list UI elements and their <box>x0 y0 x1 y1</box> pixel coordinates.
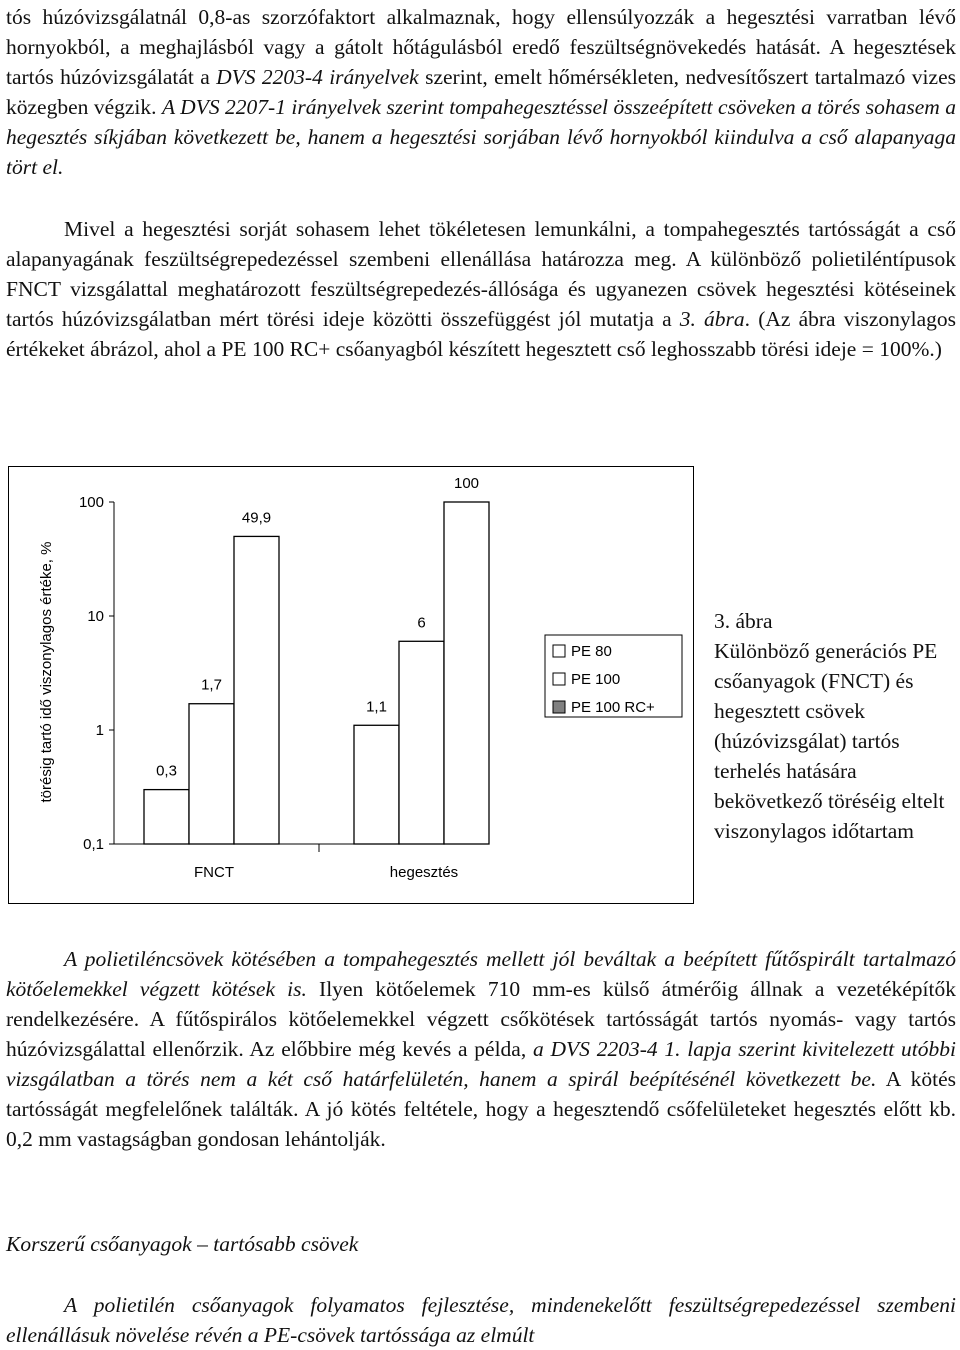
paragraph-1-text-a: tós húzóvizsgálatnál 0,8-as szorzófaktort alkalmaznak, hogy ellensúlyozzák a hegesztési varratban lévő hornyokból, a meghajlásból vagy a gátolt hőtágulásból eredő feszültségnövekedés hatását. A hegesztések tartós húzóvizsgálatát a <box>6 5 956 89</box>
caption-text: Különböző generációs PE csőanyagok (FNCT) és hegesztett csövek (húzóvizsgálat) tartós terhelés hatására bekövetkező töréséig eltelt viszonylagos időtartam <box>714 639 945 843</box>
y-tick-label: 1 <box>95 722 104 739</box>
paragraph-1-text-c: szerint, emelt hőmérsékleten, nedvesítőszert tartalmazó vizes közegben végzik. <box>6 65 956 119</box>
bar-value-label: 1,7 <box>201 676 222 694</box>
bar-value-label: 1,1 <box>366 698 387 716</box>
bar <box>189 704 234 844</box>
x-category-label: FNCT <box>194 864 234 881</box>
paragraph-2 <box>6 214 956 364</box>
paragraph-1 <box>6 2 956 182</box>
x-category-label: hegesztés <box>389 864 459 881</box>
y-axis-label: törésig tartó idő viszonylagos értéke, % <box>38 541 55 803</box>
legend-label: PE 100 RC+ <box>571 699 655 716</box>
paragraph-1-text-d: A DVS 2207-1 irányelvek szerint tompahegesztéssel összeépített csöveken a törés sohasem a hegesztés síkjában következett be, hanem a hegesztési sorjában lévő hornyokból kiindulva a cső alapanyaga tört el. <box>6 95 957 179</box>
legend-label: PE 100 <box>571 671 621 688</box>
paragraph-2-text-c: . (Az ábra viszonylagos értékeket ábrázol, ahol a PE 100 RC+ csőanyagból készített hegesztett cső leghosszabb törési ideje = 100%.) <box>6 307 956 361</box>
y-tick-label: 10 <box>87 608 104 625</box>
legend-swatch <box>553 645 565 657</box>
paragraph-4: A polietilén csőanyagok folyamatos fejlesztése, mindenekelőtt feszültségrepedezéssel szembeni ellenállásuk növelése révén a PE-csövek tartóssága az elmúlt <box>6 1293 956 1347</box>
legend-swatch <box>553 673 565 685</box>
paragraph-2-text-b: 3. ábra <box>679 307 745 331</box>
section-heading: Korszerű csőanyagok – tartósabb csövek <box>6 1232 359 1256</box>
paragraph-3-text-a: A polietiléncsövek kötésében a tompahegesztés mellett jól beváltak a beépített fűtőspirált tartalmazó kötőelemekkel végzett kötések is. <box>6 947 956 1001</box>
paragraph-2-text-a: Mivel a hegesztési sorját sohasem lehet tökéletesen lemunkálni, a tompahegesztés tartósságát a cső alapanyagának feszültségrepedezéssel szembeni ellenállása határozza meg. A különböző polietiléntípusok FNCT vizsgálattal meghatározott feszültségrepedezés-állósága és ugyanezen csövek hegesztési kötéseinek tartós húzóvizsgálatban mért törési ideje közötti összefüggést jól mutatja a <box>6 217 956 331</box>
bar <box>354 725 399 844</box>
bar <box>144 790 189 844</box>
caption-number: 3. ábra <box>714 609 773 633</box>
paragraph-3-text-d: A kötés tartósságát megfelelőnek találták. A jó kötés feltétele, hogy a hegesztendő csőfelületeket hegesztés előtt kb. 0,2 mm vastagságban gondosan lehántolják. <box>6 1067 956 1151</box>
paragraph-3-text-b: Ilyen kötőelemek 710 mm-es külső átmérőig állnak a vezetéképítők rendelkezésére. A fűtőspirálos kötőelemekkel végzett csőkötések tartósságát tartós nyomás- vagy tartós húzóvizsgálattal ellenőrzik. Az előbbire még kevés a példa, <box>6 977 956 1061</box>
bar <box>234 536 279 844</box>
bar-chart <box>9 467 693 903</box>
bar-value-label: 6 <box>417 614 426 632</box>
paragraph-1-text-b: DVS 2203-4 irányelvek <box>216 65 419 89</box>
bar-value-label: 100 <box>453 475 480 492</box>
legend-label: PE 80 <box>571 643 612 660</box>
legend-swatch <box>553 701 565 713</box>
paragraph-3-text-c: a DVS 2203-4 1. lapja szerint kivitelezett utóbbi vizsgálatban a törés nem a két cső határfelületén, hanem a spirál beépítésénél következett be. <box>6 1037 956 1091</box>
figure-3-chart <box>8 466 694 904</box>
y-tick-label: 0,1 <box>83 836 104 853</box>
bar <box>399 641 444 844</box>
y-tick-label: 100 <box>78 494 104 511</box>
figure-caption <box>714 606 960 846</box>
bar-value-label: 0,3 <box>156 762 177 780</box>
paragraph-3 <box>6 944 956 1154</box>
bar <box>444 502 489 844</box>
bar-value-label: 49,9 <box>241 509 272 527</box>
